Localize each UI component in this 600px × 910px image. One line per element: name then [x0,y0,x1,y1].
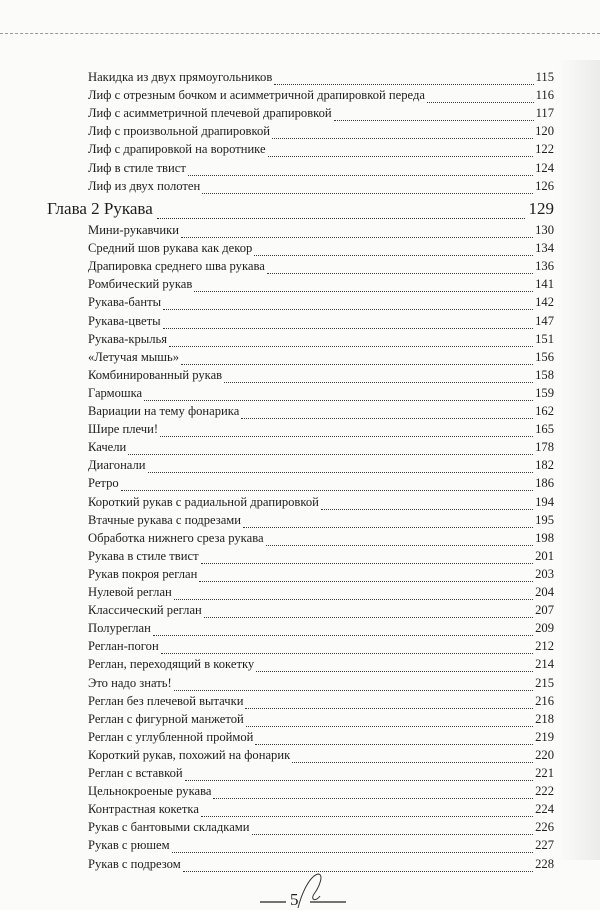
leader-dots [204,616,533,618]
toc-entry-title: Лиф в стиле твист [88,160,186,175]
toc-entry-page: 165 [535,422,554,437]
toc-entry-title: Средний шов рукава как декор [88,241,253,256]
leader-dots [163,308,533,310]
toc-entry[interactable] [88,802,554,820]
toc-entry[interactable] [88,639,554,657]
leader-dots [183,870,533,872]
toc-entry-title: Рукав с подрезом [88,856,181,871]
toc-entry-title: Лиф с асимметричной плечевой драпировкой [88,106,332,121]
toc-entry-page: 130 [535,223,554,237]
toc-entry-page: 158 [535,367,554,382]
leader-dots [245,707,533,709]
toc-entry[interactable] [88,820,554,838]
toc-entry[interactable] [88,621,554,639]
toc-entry-title: Реглан, переходящий в кокетку [88,657,255,672]
toc-entry-page: 228 [535,856,554,871]
toc-entry-page: 226 [535,820,554,835]
toc-entry[interactable] [88,567,554,585]
toc-entry[interactable] [88,241,554,259]
toc-entry-title: Полуреглан [88,621,151,636]
leader-dots [427,101,534,103]
toc-entry-page: 221 [535,766,554,780]
leader-dots [266,544,534,546]
toc-entry[interactable] [88,748,554,766]
toc-entry[interactable] [88,784,554,802]
toc-entry[interactable] [88,603,554,621]
leader-dots [201,562,534,564]
toc-entry-title: Контрастная кокетка [88,802,199,817]
toc-entry-page: 214 [535,657,554,672]
toc-entry-title: Мини-рукавчики [88,223,179,237]
toc-entry-page: 141 [535,277,554,292]
chapter-page: 129 [528,199,554,218]
toc-entry-title: Короткий рукав с радиальной драпировкой [88,494,319,509]
toc-entry[interactable] [88,386,554,404]
toc-entry[interactable] [88,694,554,712]
folio-ornament-icon [298,874,321,908]
toc-entry[interactable] [88,458,554,476]
leader-dots [254,254,533,256]
toc-entry-page: 178 [535,440,554,455]
leader-dots [161,652,533,654]
toc-entry-title: Шире плечи! [88,422,159,437]
leader-dots [174,689,533,691]
toc-entry-title: Качели [88,440,127,455]
toc-entry[interactable] [88,495,554,513]
toc-entry-title: Реглан без плечевой вытачки [88,693,244,708]
toc-entry-page: 219 [535,729,554,744]
page-number: 5 [290,890,299,909]
leader-dots [153,634,533,636]
toc-entry[interactable] [88,161,554,179]
leader-dots [174,598,533,600]
leader-dots [181,363,533,365]
toc-entry-page: 156 [535,349,554,364]
toc-entry[interactable] [88,106,554,124]
toc-entry[interactable] [88,124,554,142]
toc-entry-title: Реглан с фигурной манжетой [88,711,244,726]
toc-entry-page: 115 [535,70,554,84]
toc-entry-title: Это надо знать! [88,675,172,690]
leader-dots [199,580,533,582]
toc-entry-page: 207 [535,603,554,618]
leader-dots [268,155,534,157]
leader-dots [256,670,533,672]
toc-entry-title: Лиф из двух полотен [88,178,201,193]
toc-entry[interactable] [88,422,554,440]
leader-dots [321,508,533,510]
toc-entry-page: 136 [535,259,554,274]
leader-dots [267,272,533,274]
toc-entry[interactable] [88,314,554,332]
toc-entry-title: Рукава-цветы [88,313,161,328]
toc-entry-page: 203 [535,566,554,581]
toc-entry-title: Нулевой реглан [88,585,172,599]
toc-entry-page: 134 [535,241,554,256]
toc-entry[interactable] [88,70,554,88]
toc-entry[interactable] [88,657,554,675]
toc-entry-title: Реглан-погон [88,639,159,654]
page-top-edge [0,33,600,34]
toc-entry[interactable] [88,142,554,160]
leader-dots [172,851,533,853]
leader-dots [201,815,533,817]
toc-entry[interactable] [88,223,554,241]
toc-entry[interactable] [88,676,554,694]
toc-entry-page: 201 [535,548,554,563]
leader-dots [246,725,533,727]
toc-entry[interactable] [88,259,554,277]
toc-entry-page: 126 [535,178,554,193]
bleed-through-shadow [558,60,600,860]
leader-dots [292,761,533,763]
toc-entry-title: Цельнокроеные рукава [88,784,212,799]
toc-entry[interactable] [88,838,554,856]
toc-entry[interactable] [88,88,554,106]
leader-dots [274,83,533,85]
toc-entry-page: 209 [535,621,554,636]
toc-entry[interactable] [88,368,554,386]
leader-dots [160,435,533,437]
toc-entry-title: Короткий рукав, похожий на фонарик [88,747,291,762]
toc-entry-title: Лиф с драпировкой на воротнике [88,142,266,157]
toc-entry-page: 195 [535,512,554,527]
toc-entry[interactable] [88,277,554,295]
toc-entry-page: 159 [535,385,554,400]
toc-entry-title: Лиф с отрезным бочком и асимметричной драпировкой переда [88,88,425,103]
toc-entry[interactable] [88,295,554,313]
toc-entry-page: 142 [535,295,554,310]
toc-entry[interactable] [88,585,554,603]
leader-dots [194,290,533,292]
toc-entry-page: 116 [535,88,554,103]
leader-dots [188,174,533,176]
page-folio [258,872,348,910]
toc-entry-title: Реглан с углубленной проймой [88,729,254,744]
toc-entry-page: 212 [535,639,554,654]
toc-entry-page: 162 [535,404,554,418]
toc-entry[interactable] [88,513,554,531]
toc-entry[interactable] [88,476,554,494]
toc-entry-title: Лиф с произвольной драпировкой [88,124,270,139]
toc-entry-title: Ромбический рукав [88,277,193,292]
leader-dots [213,797,533,799]
toc-entry-title: Накидка из двух прямоугольников [88,70,273,84]
leader-dots [144,399,533,401]
toc-entry-page: 224 [535,802,554,817]
toc-entry[interactable] [88,350,554,368]
chapter-title: Глава 2 Рукава [47,199,153,218]
leader-dots [181,236,533,238]
toc-entry-page: 215 [535,675,554,690]
toc-entry[interactable] [88,730,554,748]
toc-entry[interactable] [88,404,554,422]
toc-entry-title: Рукав с рюшем [88,838,170,853]
toc-entry-title: «Летучая мышь» [88,349,180,364]
toc-entry-title: Комбинированный рукав [88,367,223,382]
toc-entry-page: 186 [535,476,554,491]
leader-dots [224,381,533,383]
toc-entry-title: Драпировка среднего шва рукава [88,259,265,274]
leader-dots [121,489,533,491]
toc-entry-page: 124 [535,160,554,175]
toc-entry-title: Реглан с вставкой [88,766,183,780]
leader-dots [243,526,533,528]
leader-dots [255,743,533,745]
toc-entry-title: Рукава-банты [88,295,162,310]
leader-dots [128,453,533,455]
toc-entry[interactable] [88,712,554,730]
toc-entry-title: Классический реглан [88,603,202,618]
toc-entry[interactable] [88,549,554,567]
toc-entry-page: 216 [535,693,554,708]
leader-dots [252,833,534,835]
toc-entry-page: 218 [535,711,554,726]
toc-entry-page: 194 [535,494,554,509]
toc-entry-page: 227 [535,838,554,853]
leader-dots [163,327,534,329]
toc-entry-title: Втачные рукава с подрезами [88,512,242,527]
toc-entry-title: Ретро [88,476,119,491]
toc-entry-title: Вариации на тему фонарика [88,404,240,418]
toc-entry-title: Рукав с бантовыми складками [88,820,250,835]
leader-dots [202,192,533,194]
toc-entry-title: Рукава в стиле твист [88,548,199,563]
toc-entry-page: 151 [535,331,554,346]
toc-entry-page: 204 [535,585,554,599]
toc-entry-page: 120 [535,124,554,139]
toc-entry-page: 220 [535,747,554,762]
chapter-leader-dots [157,217,525,219]
toc-entry[interactable] [88,531,554,549]
toc-entry-title: Обработка нижнего среза рукава [88,530,264,545]
toc-entry-title: Рукав покроя реглан [88,566,198,581]
leader-dots [241,417,533,419]
toc-entry-title: Диагонали [88,458,146,473]
toc-entry[interactable] [88,440,554,458]
leader-dots [334,119,534,121]
leader-dots [272,137,533,139]
toc-entry[interactable] [88,179,554,197]
toc-entry-page: 122 [535,142,554,157]
toc-entry-page: 147 [535,313,554,328]
toc-entry[interactable] [88,332,554,350]
leader-dots [169,345,533,347]
toc-entry-title: Гармошка [88,385,143,400]
toc-entry-page: 198 [535,530,554,545]
toc-entry-page: 222 [535,784,554,799]
toc-entry-page: 117 [535,106,554,121]
toc-entry[interactable] [88,766,554,784]
leader-dots [148,471,534,473]
toc-entry-title: Рукава-крылья [88,331,168,346]
chapter-heading[interactable] [47,199,554,223]
leader-dots [185,779,533,781]
toc-entry-page: 182 [535,458,554,473]
